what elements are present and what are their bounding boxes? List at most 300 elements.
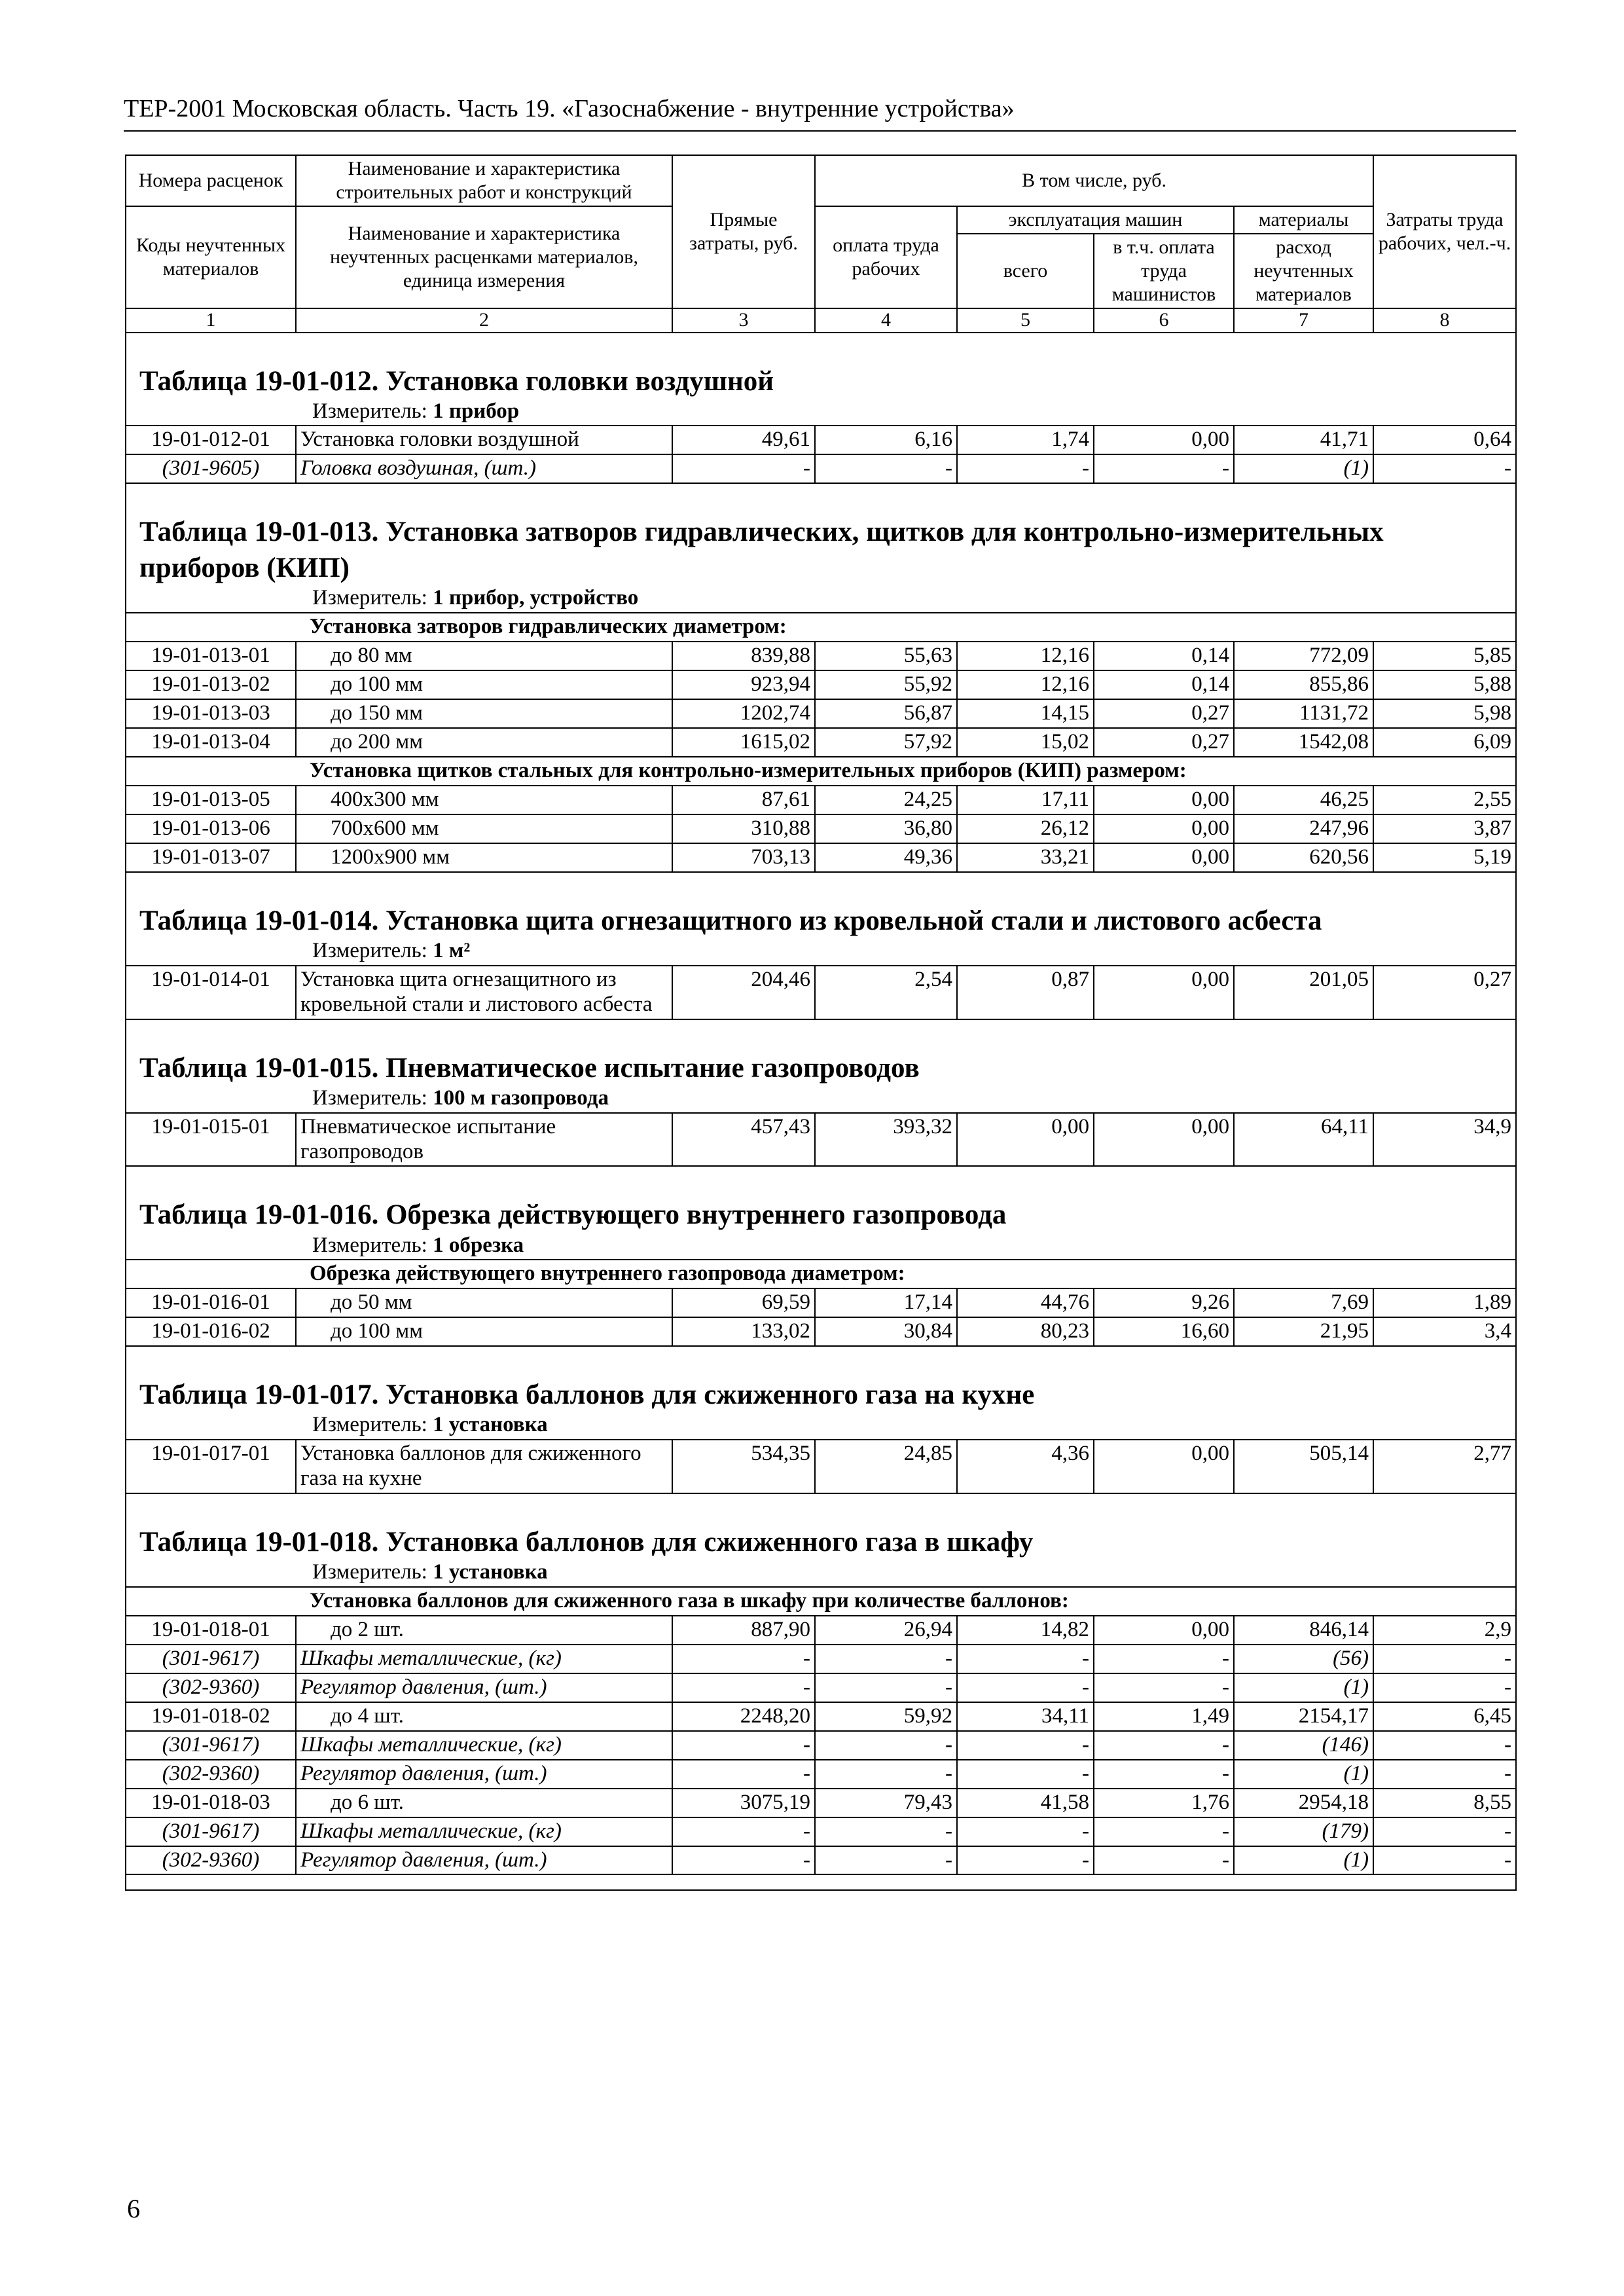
value-cell: 16,60	[1094, 1317, 1234, 1346]
section-title: Таблица 19-01-013. Установка затворов гидравлических, щитков для контрольно-измерительных приборов (КИП)	[126, 511, 1516, 586]
value-cell: 14,82	[957, 1616, 1094, 1645]
measure-label: Измеритель:	[312, 1413, 427, 1437]
measure-value: 1 установка	[433, 1413, 548, 1437]
value-cell: -	[1094, 1731, 1234, 1760]
value-cell: 923,94	[672, 670, 815, 699]
rate-row	[126, 699, 1516, 728]
material-name: Шкафы металлические, (кг)	[296, 1731, 672, 1760]
rate-row	[126, 966, 1516, 1019]
value-cell: -	[815, 454, 957, 483]
value-cell: 8,55	[1373, 1789, 1516, 1817]
value-cell: -	[957, 454, 1094, 483]
header-rule	[124, 130, 1516, 132]
section-title-row	[126, 1194, 1516, 1233]
section-spacer	[126, 483, 1516, 511]
rate-name: 1200x900 мм	[296, 843, 672, 872]
measure-cell	[126, 1086, 1516, 1113]
value-cell: 26,12	[957, 814, 1094, 843]
rate-row	[126, 426, 1516, 454]
value-cell: 201,05	[1234, 966, 1373, 1019]
value-cell: -	[672, 1846, 815, 1875]
material-row	[126, 454, 1516, 483]
measure-row	[126, 1086, 1516, 1113]
header-row-1	[126, 155, 1516, 206]
header-including: В том числе, руб.	[815, 155, 1373, 206]
header-labor-pay: оплата труда рабочих	[815, 206, 957, 308]
section-title-row	[126, 900, 1516, 939]
rate-code: 19-01-013-06	[126, 814, 296, 843]
header-work-name: Наименование и характеристика строительных работ и конструкций	[296, 155, 672, 206]
value-cell: 247,96	[1234, 814, 1373, 843]
column-number: 3	[672, 308, 815, 333]
material-code: (301-9605)	[126, 454, 296, 483]
header-materials: материалы	[1234, 206, 1373, 234]
spacer-cell	[126, 872, 1516, 900]
value-cell: 0,64	[1373, 426, 1516, 454]
value-cell: -	[957, 1817, 1094, 1846]
column-number: 5	[957, 308, 1094, 333]
value-cell: -	[957, 1760, 1094, 1789]
rate-row	[126, 1440, 1516, 1493]
value-cell: 44,76	[957, 1288, 1094, 1317]
header-machines: эксплуатация машин	[957, 206, 1234, 234]
section-spacer	[126, 872, 1516, 900]
measure-row	[126, 399, 1516, 426]
value-cell: 1,89	[1373, 1288, 1516, 1317]
rate-row	[126, 843, 1516, 872]
value-cell: 703,13	[672, 843, 815, 872]
header-rate-numbers: Номера расценок	[126, 155, 296, 206]
value-cell: 3,4	[1373, 1317, 1516, 1346]
material-code: (301-9617)	[126, 1817, 296, 1846]
value-cell: 33,21	[957, 843, 1094, 872]
value-cell: -	[672, 1760, 815, 1789]
value-cell: 36,80	[815, 814, 957, 843]
spacer-cell	[126, 333, 1516, 361]
value-cell: 5,19	[1373, 843, 1516, 872]
value-cell: (1)	[1234, 1673, 1373, 1702]
value-cell: 1,49	[1094, 1702, 1234, 1731]
subheader-row	[126, 757, 1516, 786]
value-cell: -	[1373, 454, 1516, 483]
value-cell: 1,76	[1094, 1789, 1234, 1817]
rate-name: Установка щита огнезащитного из кровельной стали и листового асбеста	[296, 966, 672, 1019]
value-cell: 57,92	[815, 728, 957, 757]
value-cell: 2154,17	[1234, 1702, 1373, 1731]
column-number: 6	[1094, 308, 1234, 333]
value-cell: 49,61	[672, 426, 815, 454]
spacer-cell	[126, 483, 1516, 511]
rate-code: 19-01-013-01	[126, 642, 296, 670]
measure-value: 1 установка	[433, 1560, 548, 1584]
value-cell: 0,00	[1094, 843, 1234, 872]
column-number: 2	[296, 308, 672, 333]
measure-value: 1 м²	[433, 938, 471, 962]
value-cell: 772,09	[1234, 642, 1373, 670]
value-cell: 839,88	[672, 642, 815, 670]
measure-label: Измеритель:	[312, 399, 427, 423]
value-cell: 1131,72	[1234, 699, 1373, 728]
value-cell: 6,45	[1373, 1702, 1516, 1731]
value-cell: 46,25	[1234, 786, 1373, 814]
measure-row	[126, 939, 1516, 966]
value-cell: 24,85	[815, 1440, 957, 1493]
value-cell: 69,59	[672, 1288, 815, 1317]
rate-name: до 4 шт.	[296, 1702, 672, 1731]
value-cell: 6,09	[1373, 728, 1516, 757]
rate-row	[126, 1113, 1516, 1167]
value-cell: -	[815, 1760, 957, 1789]
value-cell: 0,14	[1094, 642, 1234, 670]
value-cell: 5,88	[1373, 670, 1516, 699]
value-cell: 0,87	[957, 966, 1094, 1019]
spacer-cell	[126, 1019, 1516, 1048]
rate-code: 19-01-016-01	[126, 1288, 296, 1317]
value-cell: 534,35	[672, 1440, 815, 1493]
material-name: Регулятор давления, (шт.)	[296, 1760, 672, 1789]
value-cell: 0,00	[1094, 1440, 1234, 1493]
material-row	[126, 1645, 1516, 1673]
rate-name: до 100 мм	[296, 1317, 672, 1346]
section-title-row	[126, 511, 1516, 586]
material-row	[126, 1846, 1516, 1875]
material-name: Регулятор давления, (шт.)	[296, 1846, 672, 1875]
rate-code: 19-01-016-02	[126, 1317, 296, 1346]
measure-label: Измеритель:	[312, 1233, 427, 1257]
rate-row	[126, 1789, 1516, 1817]
value-cell: -	[957, 1731, 1094, 1760]
material-row	[126, 1731, 1516, 1760]
value-cell: 0,00	[1094, 786, 1234, 814]
value-cell: 80,23	[957, 1317, 1094, 1346]
value-cell: -	[957, 1673, 1094, 1702]
measure-cell	[126, 1560, 1516, 1587]
value-cell: 1615,02	[672, 728, 815, 757]
material-name: Шкафы металлические, (кг)	[296, 1645, 672, 1673]
rate-code: 19-01-015-01	[126, 1113, 296, 1167]
table-body	[126, 155, 1516, 1890]
section-spacer	[126, 1166, 1516, 1194]
value-cell: -	[1373, 1846, 1516, 1875]
value-cell: 30,84	[815, 1317, 957, 1346]
value-cell: -	[1094, 1673, 1234, 1702]
spacer-cell	[126, 1493, 1516, 1522]
value-cell: 1,74	[957, 426, 1094, 454]
measure-value: 1 обрезка	[433, 1233, 524, 1257]
rate-name: до 50 мм	[296, 1288, 672, 1317]
value-cell: -	[815, 1673, 957, 1702]
material-code: (302-9360)	[126, 1673, 296, 1702]
material-name: Головка воздушная, (шт.)	[296, 454, 672, 483]
value-cell: 0,00	[1094, 966, 1234, 1019]
header-direct-costs: Прямые затраты, руб.	[672, 155, 815, 308]
value-cell: 3,87	[1373, 814, 1516, 843]
rate-name: до 2 шт.	[296, 1616, 672, 1645]
value-cell: -	[672, 1673, 815, 1702]
value-cell: 79,43	[815, 1789, 957, 1817]
rate-code: 19-01-012-01	[126, 426, 296, 454]
header-material-codes: Коды неучтенных материалов	[126, 206, 296, 308]
measure-label: Измеритель:	[312, 938, 427, 962]
value-cell: 41,71	[1234, 426, 1373, 454]
material-code: (302-9360)	[126, 1846, 296, 1875]
value-cell: 6,16	[815, 426, 957, 454]
rate-code: 19-01-018-02	[126, 1702, 296, 1731]
value-cell: -	[672, 1817, 815, 1846]
value-cell: 0,14	[1094, 670, 1234, 699]
value-cell: 5,85	[1373, 642, 1516, 670]
section-spacer	[126, 1019, 1516, 1048]
value-cell: 55,63	[815, 642, 957, 670]
value-cell: 24,25	[815, 786, 957, 814]
measure-cell	[126, 1233, 1516, 1260]
value-cell: -	[815, 1645, 957, 1673]
value-cell: -	[815, 1817, 957, 1846]
column-number: 7	[1234, 308, 1373, 333]
header-material-name: Наименование и характеристика неучтенных расценками материалов, единица измерения	[296, 206, 672, 308]
value-cell: 34,11	[957, 1702, 1094, 1731]
rate-name: до 150 мм	[296, 699, 672, 728]
measure-cell	[126, 939, 1516, 966]
rate-name: 700x600 мм	[296, 814, 672, 843]
value-cell: 0,00	[1094, 426, 1234, 454]
value-cell: 0,27	[1094, 699, 1234, 728]
value-cell: 2,54	[815, 966, 957, 1019]
header-machines-total: всего	[957, 234, 1094, 308]
value-cell: (56)	[1234, 1645, 1373, 1673]
value-cell: 0,27	[1373, 966, 1516, 1019]
rate-code: 19-01-013-02	[126, 670, 296, 699]
value-cell: 55,92	[815, 670, 957, 699]
material-code: (301-9617)	[126, 1645, 296, 1673]
rate-code: 19-01-013-07	[126, 843, 296, 872]
value-cell: (179)	[1234, 1817, 1373, 1846]
value-cell: 5,98	[1373, 699, 1516, 728]
rates-table	[125, 155, 1517, 1891]
value-cell: -	[1373, 1760, 1516, 1789]
measure-value: 1 прибор	[433, 399, 520, 423]
column-number-row	[126, 308, 1516, 333]
header-machinists-pay: в т.ч. оплата труда машинистов	[1094, 234, 1234, 308]
value-cell: -	[1373, 1817, 1516, 1846]
material-row	[126, 1817, 1516, 1846]
measure-label: Измеритель:	[312, 586, 427, 610]
value-cell: -	[957, 1645, 1094, 1673]
rate-row	[126, 786, 1516, 814]
section-title: Таблица 19-01-017. Установка баллонов для сжиженного газа на кухне	[126, 1374, 1516, 1413]
subheader: Установка щитков стальных для контрольно-измерительных приборов (КИП) размером:	[126, 757, 1516, 786]
spacer-cell	[126, 1346, 1516, 1374]
rate-code: 19-01-013-05	[126, 786, 296, 814]
value-cell: 204,46	[672, 966, 815, 1019]
rate-code: 19-01-018-03	[126, 1789, 296, 1817]
value-cell: 0,00	[1094, 1113, 1234, 1167]
section-spacer	[126, 333, 1516, 361]
measure-cell	[126, 586, 1516, 613]
value-cell: 457,43	[672, 1113, 815, 1167]
value-cell: 1542,08	[1234, 728, 1373, 757]
value-cell: -	[672, 1645, 815, 1673]
value-cell: 34,9	[1373, 1113, 1516, 1167]
rate-row	[126, 1288, 1516, 1317]
page-number: 6	[127, 2194, 140, 2223]
spacer-cell	[126, 1166, 1516, 1194]
value-cell: 620,56	[1234, 843, 1373, 872]
value-cell: 56,87	[815, 699, 957, 728]
value-cell: 133,02	[672, 1317, 815, 1346]
rate-code: 19-01-013-04	[126, 728, 296, 757]
measure-cell	[126, 1413, 1516, 1440]
rate-code: 19-01-013-03	[126, 699, 296, 728]
value-cell: 0,00	[957, 1113, 1094, 1167]
column-number: 1	[126, 308, 296, 333]
material-code: (301-9617)	[126, 1731, 296, 1760]
value-cell: 0,00	[1094, 814, 1234, 843]
value-cell: 12,16	[957, 642, 1094, 670]
material-name: Шкафы металлические, (кг)	[296, 1817, 672, 1846]
value-cell: 2248,20	[672, 1702, 815, 1731]
value-cell: 59,92	[815, 1702, 957, 1731]
value-cell: 2,55	[1373, 786, 1516, 814]
running-header: ТЕР-2001 Московская область. Часть 19. «Газоснабжение - внутренние устройства»	[124, 95, 1015, 122]
subheader: Установка затворов гидравлических диаметром:	[126, 613, 1516, 642]
material-name: Регулятор давления, (шт.)	[296, 1673, 672, 1702]
value-cell: 310,88	[672, 814, 815, 843]
column-number: 4	[815, 308, 957, 333]
value-cell: 15,02	[957, 728, 1094, 757]
value-cell: 87,61	[672, 786, 815, 814]
value-cell: -	[1094, 454, 1234, 483]
value-cell: -	[1373, 1731, 1516, 1760]
value-cell: 3075,19	[672, 1789, 815, 1817]
value-cell: 0,27	[1094, 728, 1234, 757]
value-cell: 393,32	[815, 1113, 957, 1167]
value-cell: 64,11	[1234, 1113, 1373, 1167]
measure-row	[126, 586, 1516, 613]
value-cell: (146)	[1234, 1731, 1373, 1760]
section-title-row	[126, 1048, 1516, 1086]
measure-row	[126, 1233, 1516, 1260]
rate-name: Установка баллонов для сжиженного газа на кухне	[296, 1440, 672, 1493]
value-cell: 2,9	[1373, 1616, 1516, 1645]
material-code: (302-9360)	[126, 1760, 296, 1789]
rate-code: 19-01-017-01	[126, 1440, 296, 1493]
section-spacer	[126, 1493, 1516, 1522]
section-title: Таблица 19-01-016. Обрезка действующего внутреннего газопровода	[126, 1194, 1516, 1233]
value-cell: (1)	[1234, 1760, 1373, 1789]
measure-label: Измеритель:	[312, 1085, 427, 1110]
table-end-spacer	[126, 1874, 1516, 1890]
rate-name: до 200 мм	[296, 728, 672, 757]
rate-name: 400x300 мм	[296, 786, 672, 814]
measure-label: Измеритель:	[312, 1560, 427, 1584]
material-row	[126, 1760, 1516, 1789]
measure-value: 100 м газопровода	[433, 1085, 609, 1110]
value-cell: 887,90	[672, 1616, 815, 1645]
section-title-row	[126, 361, 1516, 399]
rate-code: 19-01-018-01	[126, 1616, 296, 1645]
value-cell: 49,36	[815, 843, 957, 872]
spacer-cell	[126, 1874, 1516, 1890]
rate-row	[126, 642, 1516, 670]
value-cell: 505,14	[1234, 1440, 1373, 1493]
value-cell: 14,15	[957, 699, 1094, 728]
rate-row	[126, 1317, 1516, 1346]
value-cell: 2,77	[1373, 1440, 1516, 1493]
subheader-row	[126, 1587, 1516, 1616]
header-labor-hours: Затраты труда рабочих, чел.-ч.	[1373, 155, 1516, 308]
measure-value: 1 прибор, устройство	[433, 586, 639, 610]
section-title-row	[126, 1374, 1516, 1413]
measure-row	[126, 1413, 1516, 1440]
rate-row	[126, 1702, 1516, 1731]
rate-row	[126, 728, 1516, 757]
measure-cell	[126, 399, 1516, 426]
rate-row	[126, 670, 1516, 699]
value-cell: (1)	[1234, 1846, 1373, 1875]
subheader-row	[126, 613, 1516, 642]
subheader-row	[126, 1260, 1516, 1288]
value-cell: 21,95	[1234, 1317, 1373, 1346]
value-cell: 7,69	[1234, 1288, 1373, 1317]
rate-code: 19-01-014-01	[126, 966, 296, 1019]
value-cell: 0,00	[1094, 1616, 1234, 1645]
value-cell: 846,14	[1234, 1616, 1373, 1645]
rate-name: Пневматическое испытание газопроводов	[296, 1113, 672, 1167]
rate-name: до 100 мм	[296, 670, 672, 699]
value-cell: -	[1373, 1645, 1516, 1673]
rate-name: до 80 мм	[296, 642, 672, 670]
rate-row	[126, 1616, 1516, 1645]
section-title: Таблица 19-01-014. Установка щита огнезащитного из кровельной стали и листового асбеста	[126, 900, 1516, 939]
header-row-2	[126, 206, 1516, 234]
value-cell: -	[1094, 1817, 1234, 1846]
value-cell: 26,94	[815, 1616, 957, 1645]
rate-name: Установка головки воздушной	[296, 426, 672, 454]
value-cell: 9,26	[1094, 1288, 1234, 1317]
subheader: Установка баллонов для сжиженного газа в шкафу при количестве баллонов:	[126, 1587, 1516, 1616]
rate-row	[126, 814, 1516, 843]
value-cell: -	[957, 1846, 1094, 1875]
material-row	[126, 1673, 1516, 1702]
value-cell: -	[1094, 1760, 1234, 1789]
section-title: Таблица 19-01-018. Установка баллонов для сжиженного газа в шкафу	[126, 1522, 1516, 1560]
header-unaccounted-materials: расход неучтенных материалов	[1234, 234, 1373, 308]
value-cell: (1)	[1234, 454, 1373, 483]
value-cell: 12,16	[957, 670, 1094, 699]
value-cell: -	[815, 1731, 957, 1760]
value-cell: 1202,74	[672, 699, 815, 728]
value-cell: 4,36	[957, 1440, 1094, 1493]
value-cell: -	[815, 1846, 957, 1875]
subheader: Обрезка действующего внутреннего газопровода диаметром:	[126, 1260, 1516, 1288]
section-title: Таблица 19-01-012. Установка головки воздушной	[126, 361, 1516, 399]
value-cell: -	[1094, 1645, 1234, 1673]
section-spacer	[126, 1346, 1516, 1374]
rate-name: до 6 шт.	[296, 1789, 672, 1817]
value-cell: -	[672, 1731, 815, 1760]
value-cell: 17,11	[957, 786, 1094, 814]
section-title: Таблица 19-01-015. Пневматическое испытание газопроводов	[126, 1048, 1516, 1086]
value-cell: -	[1094, 1846, 1234, 1875]
measure-row	[126, 1560, 1516, 1587]
section-title-row	[126, 1522, 1516, 1560]
column-number: 8	[1373, 308, 1516, 333]
value-cell: -	[672, 454, 815, 483]
value-cell: 17,14	[815, 1288, 957, 1317]
value-cell: 41,58	[957, 1789, 1094, 1817]
value-cell: 855,86	[1234, 670, 1373, 699]
